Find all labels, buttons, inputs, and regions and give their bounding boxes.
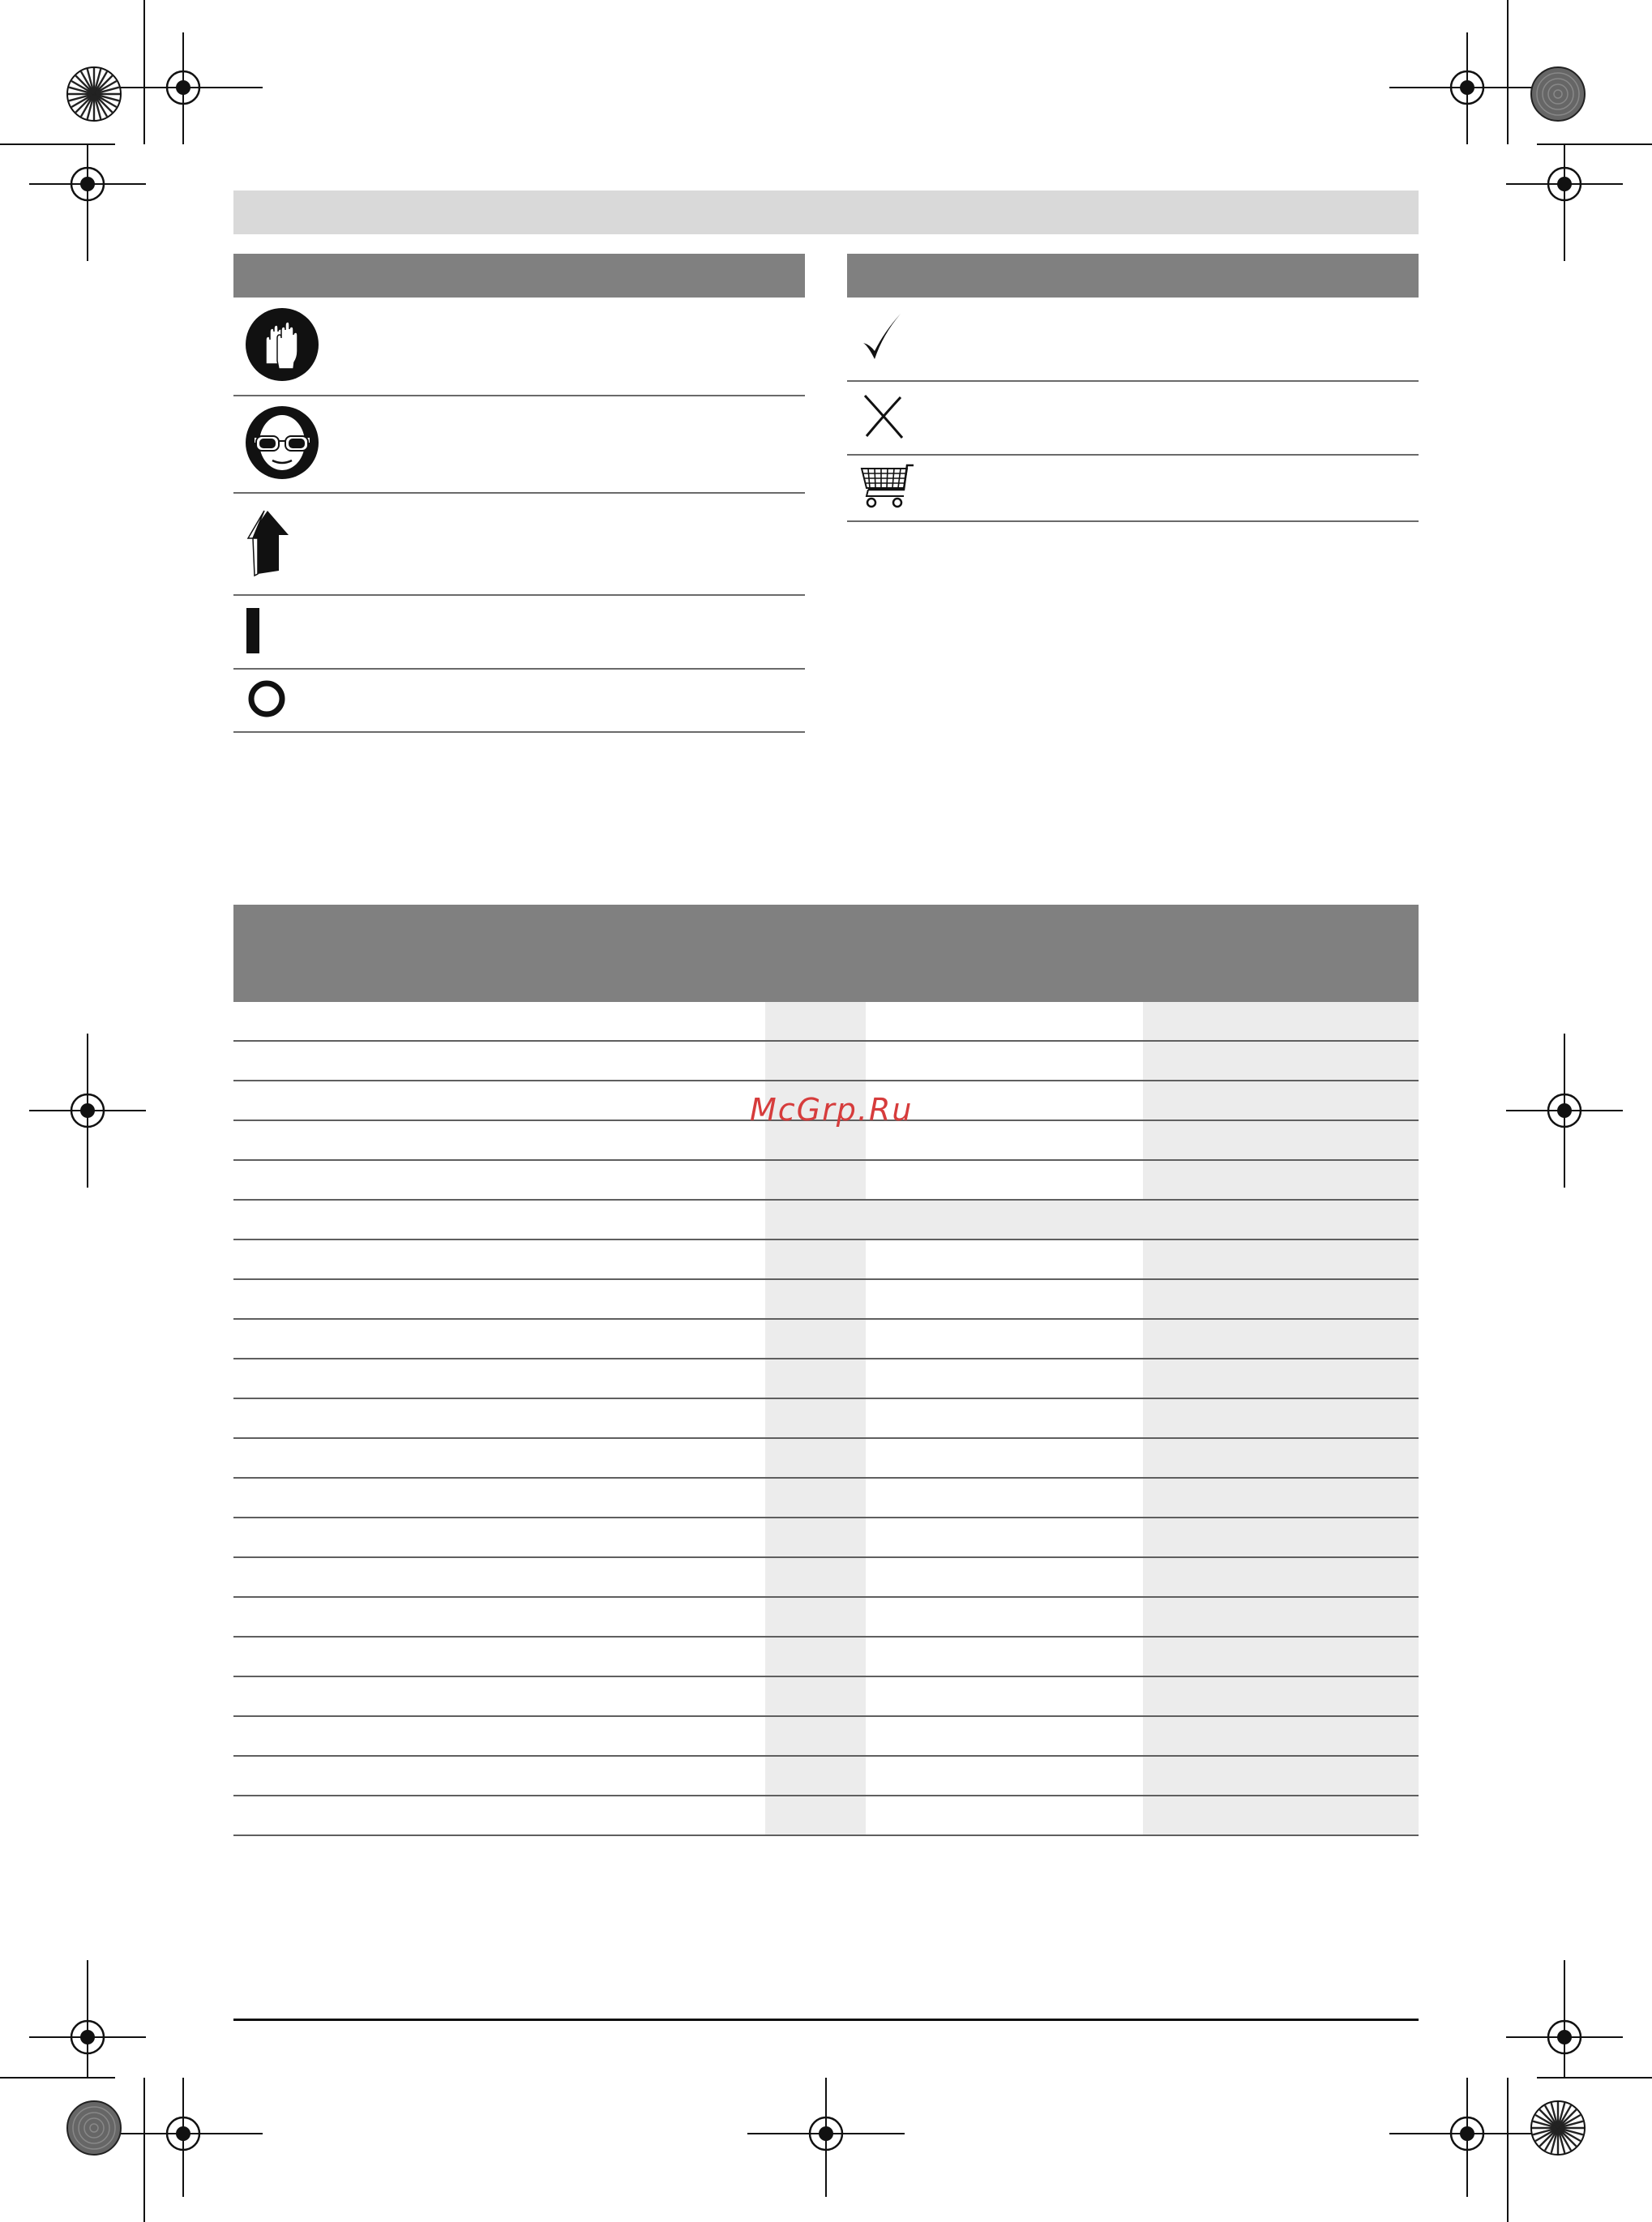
table-cell [233,1201,765,1239]
table-cell [1143,1638,1419,1676]
symbol-table-right-header [847,254,1419,298]
table-cell [233,1161,765,1199]
table-cell [233,1002,765,1040]
direction-arrow-icon [245,507,293,580]
symbol-table-left-header [233,254,805,298]
table-row [233,1359,1419,1399]
footer-rule [233,2019,1419,2021]
table-cell [233,1359,765,1398]
table-cell [866,1796,1143,1835]
table-cell [233,1240,765,1278]
table-cell [1143,1081,1419,1120]
table-row [233,1201,1419,1240]
table-cell [765,1558,866,1596]
table-row [233,1677,1419,1717]
switch-on-icon [245,606,261,658]
table-cell [233,1796,765,1835]
table-cell [765,1518,866,1556]
table-cell [233,1638,765,1676]
table-cell [866,1638,1143,1676]
table-cell [765,1359,866,1398]
technical-data-table-header [233,905,1419,1002]
table-row [233,1399,1419,1439]
table-cell [1143,1121,1419,1159]
table-cell [233,1717,765,1755]
symbol-row-gloves [233,298,805,396]
table-cell [1143,1280,1419,1318]
table-cell [1143,1558,1419,1596]
table-row [233,1280,1419,1320]
symbol-row-switch-off [233,670,805,733]
symbol-row-cross [847,382,1419,456]
symbol-row-cart [847,456,1419,522]
table-cell [1143,1598,1419,1636]
table-cell [866,1598,1143,1636]
table-cell [1143,1042,1419,1080]
table-cell [866,1439,1143,1477]
symbol-table-right [847,254,1419,522]
table-cell [866,1042,1143,1080]
safety-goggles-icon [245,405,319,483]
symbol-row-direction [233,494,805,596]
table-row [233,1042,1419,1081]
table-cell [765,1042,866,1080]
table-cell [866,1479,1143,1517]
table-cell [1143,1518,1419,1556]
table-row [233,1598,1419,1638]
table-cell [765,1002,866,1040]
table-cell [866,1161,1143,1199]
protective-gloves-icon [245,307,319,385]
table-cell [866,1757,1143,1795]
table-row [233,1638,1419,1677]
table-cell [233,1558,765,1596]
table-cell [233,1280,765,1318]
table-cell [1143,1796,1419,1835]
table-cell [1143,1399,1419,1437]
table-cell [866,1359,1143,1398]
table-row [233,1002,1419,1042]
table-cell [1143,1717,1419,1755]
symbol-row-goggles [233,396,805,494]
table-cell [765,1399,866,1437]
table-cell [233,1042,765,1080]
symbol-table-left [233,254,805,733]
table-cell [1143,1439,1419,1477]
table-row [233,1757,1419,1796]
table-cell [765,1479,866,1517]
table-cell [765,1717,866,1755]
table-row [233,1479,1419,1518]
table-cell [765,1757,866,1795]
cross-mark-icon [862,392,905,444]
table-row [233,1558,1419,1598]
technical-data-table [233,905,1419,1836]
table-cell [765,1161,866,1199]
table-cell [866,1677,1143,1715]
table-row [233,1439,1419,1479]
table-cell [233,1757,765,1795]
page-header-band [233,191,1419,234]
table-cell [1143,1677,1419,1715]
table-cell [233,1081,765,1120]
switch-off-icon [246,679,287,722]
table-cell [233,1598,765,1636]
table-cell [1143,1479,1419,1517]
table-cell [233,1439,765,1477]
table-cell [1143,1240,1419,1278]
table-cell [233,1677,765,1715]
shopping-cart-icon [860,462,915,514]
symbol-row-switch-on [233,596,805,670]
table-cell [765,1240,866,1278]
table-row [233,1796,1419,1836]
check-mark-icon [860,310,904,367]
table-cell [866,1558,1143,1596]
table-cell [866,1717,1143,1755]
table-cell [765,1280,866,1318]
table-cell [765,1201,1419,1239]
table-row [233,1717,1419,1757]
table-cell [765,1638,866,1676]
table-row [233,1240,1419,1280]
table-cell [233,1320,765,1358]
table-row [233,1320,1419,1359]
watermark: McGrp.Ru [750,1092,914,1128]
table-cell [1143,1002,1419,1040]
table-cell [233,1518,765,1556]
table-cell [866,1280,1143,1318]
table-cell [1143,1359,1419,1398]
table-cell [233,1121,765,1159]
table-row [233,1161,1419,1201]
symbol-row-check [847,298,1419,382]
table-cell [866,1320,1143,1358]
table-cell [1143,1161,1419,1199]
table-row [233,1518,1419,1558]
table-cell [765,1598,866,1636]
table-cell [866,1002,1143,1040]
table-cell [1143,1757,1419,1795]
table-cell [765,1320,866,1358]
table-cell [866,1518,1143,1556]
table-cell [866,1240,1143,1278]
table-cell [233,1479,765,1517]
table-cell [765,1677,866,1715]
table-cell [1143,1320,1419,1358]
table-cell [765,1439,866,1477]
table-cell [765,1796,866,1835]
table-cell [866,1399,1143,1437]
table-cell [233,1399,765,1437]
